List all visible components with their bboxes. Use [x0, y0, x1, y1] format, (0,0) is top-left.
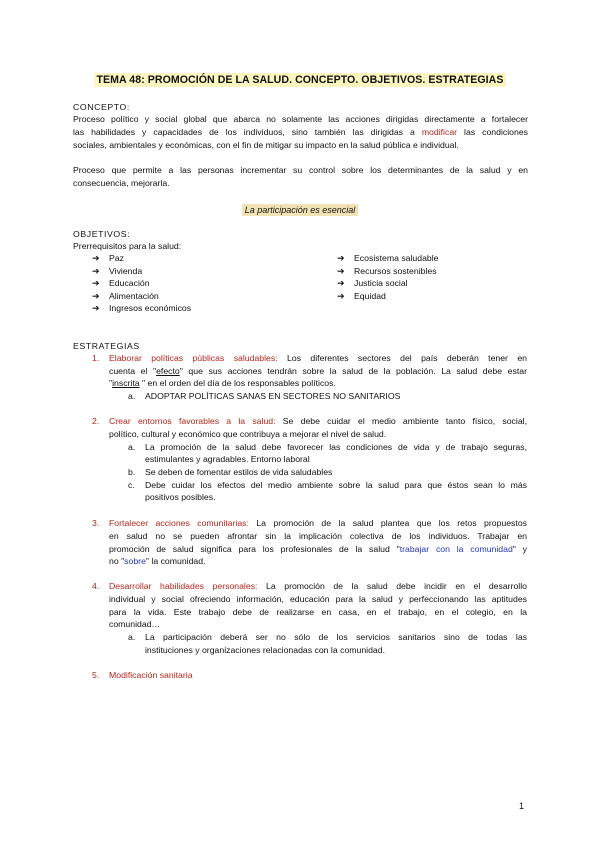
concepto-p1-line2: las habilidades y capacidades de los individuos, sino también las dirigidas a modificar las condiciones	[73, 127, 528, 137]
strategy-2-line2: político, cultural y económico que contribuya a mejorar el nivel de salud.	[109, 429, 387, 439]
strategy-5-number: 5.	[92, 670, 100, 680]
concepto-p2-line1: Proceso que permite a las personas incrementar su control sobre los determinantes de la salud y en	[73, 165, 528, 175]
list-item: Ecosistema saludable	[354, 253, 439, 263]
trabajar-con-comunidad: trabajar con la comunidad	[399, 544, 513, 554]
strategy-4a-line2: instituciones y organizaciones relacionadas con la comunidad.	[145, 645, 386, 655]
arrow-icon: ➔	[337, 291, 345, 301]
strategy-2-line1: Crear entornos favorables a la salud: Se debe cuidar el medio ambiente tanto físico, social,	[109, 416, 527, 426]
list-item: Justicia social	[354, 278, 408, 288]
estrategias-heading: ESTRATEGIAS	[73, 341, 140, 351]
strategy-2a-marker: a.	[128, 442, 136, 452]
strategy-3-line4: no "sobre" la comunidad.	[109, 556, 206, 566]
strategy-4-line1: Desarrollar habilidades personales: La promoción de la salud debe incidir en el desarrollo	[109, 581, 527, 591]
strategy-3-line2: en salud no se pueden afrontar sin la implicación colectiva de los individuos. Trabajar en	[109, 531, 527, 541]
strategy-3-number: 3.	[92, 518, 100, 528]
list-item: Vivienda	[109, 266, 143, 276]
arrow-icon: ➔	[337, 253, 345, 263]
strategy-1-title: Elaborar políticas públicas saludables:	[109, 353, 278, 363]
arrow-icon: ➔	[92, 291, 100, 301]
concepto-p1-line1: Proceso político y social global que abarca no solamente las acciones dirigidas directamente a fortalecer	[73, 114, 528, 124]
strategy-4-line3: para la vida. Este trabajo debe de realizarse en casa, en el trabajo, en el colegio, en la	[109, 607, 527, 617]
strategy-2-title: Crear entornos favorables a la salud:	[109, 416, 276, 426]
modificar-word: modificar	[421, 127, 458, 137]
strategy-3-line3: promoción de salud significa para los profesionales de la salud "trabajar con la comunidad" y	[109, 544, 528, 554]
sobre-word: sobre	[124, 556, 146, 566]
list-item: Alimentación	[109, 291, 159, 301]
strategy-1-line1: Elaborar políticas públicas saludables: Los diferentes sectores del país deberán tener en	[109, 353, 527, 363]
list-item: Paz	[109, 253, 124, 263]
page-number: 1	[519, 801, 525, 811]
highlight-container	[0, 200, 600, 218]
arrow-icon: ➔	[337, 278, 345, 288]
concepto-p1-line3: sociales, ambientales y económicas, con el fin de mitigar su impacto en la salud pública e individual.	[73, 140, 459, 150]
document-title: TEMA 48: PROMOCIÓN DE LA SALUD. CONCEPTO. OBJETIVOS. ESTRATEGIAS	[94, 73, 507, 87]
strategy-4-number: 4.	[92, 581, 100, 591]
arrow-icon: ➔	[337, 266, 345, 276]
title-container	[0, 70, 600, 88]
objetivos-heading: OBJETIVOS:	[73, 229, 131, 239]
strategy-1-number: 1.	[92, 353, 100, 363]
strategy-2a-line1: La promoción de la salud debe favorecer las condiciones de vida y de trabajo seguras,	[145, 442, 527, 452]
arrow-icon: ➔	[92, 253, 100, 263]
strategy-1a-marker: a.	[128, 391, 136, 401]
participation-highlight: La participación es esencial	[242, 204, 359, 216]
list-item: Recursos sostenibles	[354, 266, 437, 276]
strategy-2b-text: Se deben de fomentar estilos de vida saludables	[145, 467, 333, 477]
arrow-icon: ➔	[92, 303, 100, 313]
objetivos-intro: Prerrequisitos para la salud:	[73, 241, 182, 251]
list-item: Equidad	[354, 291, 386, 301]
arrow-icon: ➔	[92, 266, 100, 276]
strategy-4-line4: comunidad…	[109, 619, 161, 629]
strategy-4-title: Desarrollar habilidades personales:	[109, 581, 258, 591]
strategy-4-line2: individual y social ofreciendo información, educación para la salud y perfeccionando las aptitudes	[109, 594, 527, 604]
strategy-4a-marker: a.	[128, 632, 136, 642]
strategy-2c-line2: positivos posibles.	[145, 492, 216, 502]
list-item: Ingresos económicos	[109, 303, 192, 313]
strategy-2a-line2: estimulantes y agradables. Entorno laboral	[145, 454, 310, 464]
list-item: Educación	[109, 278, 150, 288]
concepto-p2-line2: consecuencia, mejorarla.	[73, 178, 170, 188]
arrow-icon: ➔	[92, 278, 100, 288]
strategy-2b-marker: b.	[128, 467, 136, 477]
concepto-heading: CONCEPTO:	[73, 102, 130, 112]
strategy-1-line3: "inscrita " en el orden del día de los responsables políticos.	[109, 378, 336, 388]
strategy-2-number: 2.	[92, 416, 100, 426]
strategy-2c-marker: c.	[128, 480, 135, 490]
strategy-1-line2: cuenta el "efecto" que sus acciones tendrán sobre la salud de la población. La salud debe estar	[109, 366, 527, 376]
strategy-3-title: Fortalecer acciones comunitarias:	[109, 518, 249, 528]
strategy-1a-text: ADOPTAR POLÍTICAS SANAS EN SECTORES NO SANITARIOS	[145, 391, 401, 401]
strategy-4a-line1: La participación deberá ser no sólo de los servicios sanitarios sino de todas las	[145, 632, 527, 642]
strategy-2c-line1: Debe cuidar los efectos del medio ambiente sobre la salud para que éstos sean lo más	[145, 480, 527, 490]
strategy-3-line1: Fortalecer acciones comunitarias: La promoción de la salud plantea que los retos propuestos	[109, 518, 527, 528]
strategy-5-title: Modificación sanitaria	[109, 670, 193, 680]
